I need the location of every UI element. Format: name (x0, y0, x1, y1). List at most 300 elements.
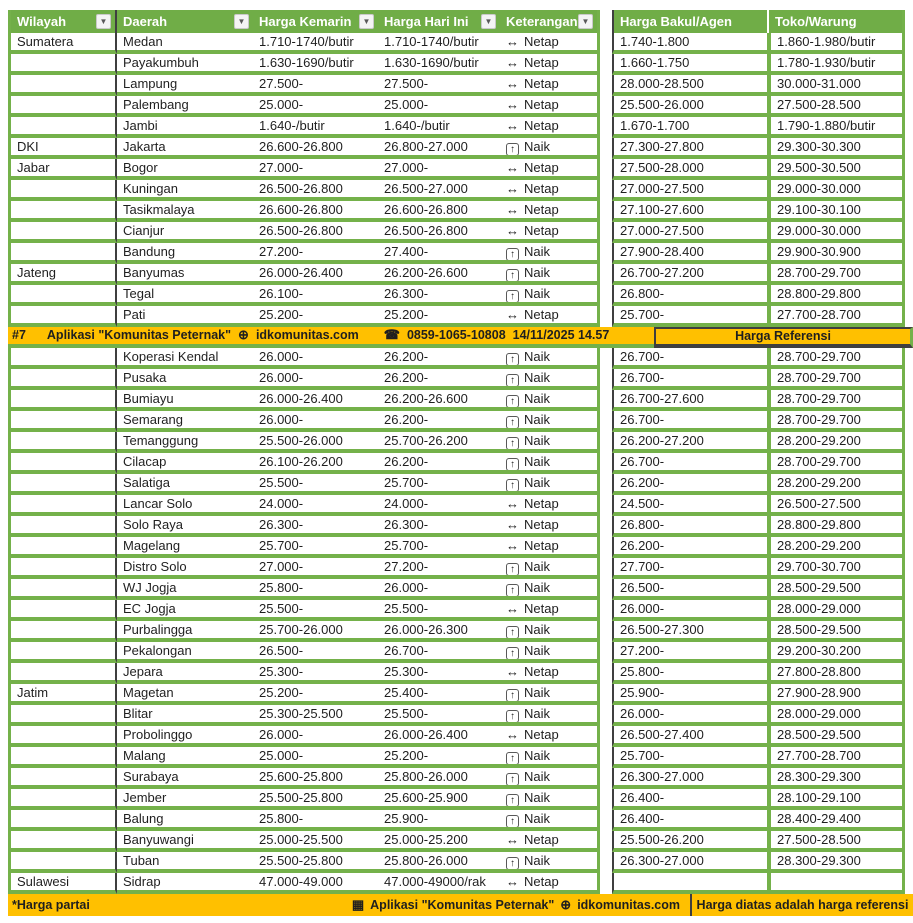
harga-hari-ini-cell[interactable]: 25.800-26.000 (378, 852, 500, 873)
wilayah-cell[interactable] (8, 642, 117, 663)
harga-hari-ini-cell[interactable]: 25.300- (378, 663, 500, 684)
harga-bakul-agen-cell[interactable]: 26.700-27.200 (612, 264, 767, 285)
harga-hari-ini-cell[interactable]: 27.500- (378, 75, 500, 96)
keterangan-cell[interactable] (500, 747, 600, 768)
daerah-cell[interactable]: Tasikmalaya (117, 201, 253, 222)
daerah-cell[interactable]: Cilacap (117, 453, 253, 474)
harga-referensi-cell[interactable]: Harga Referensi (656, 327, 913, 348)
harga-kemarin-cell[interactable]: 25.700- (253, 537, 378, 558)
harga-hari-ini-cell[interactable]: 26.500-26.800 (378, 222, 500, 243)
harga-hari-ini-cell[interactable]: 1.630-1690/butir (378, 54, 500, 75)
wilayah-cell[interactable]: Jateng (8, 264, 117, 285)
filter-dropdown-icon[interactable]: ▼ (578, 14, 593, 29)
daerah-cell[interactable]: Probolinggo (117, 726, 253, 747)
harga-hari-ini-cell[interactable]: 26.200-26.600 (378, 264, 500, 285)
toko-warung-cell[interactable]: 28.700-29.700 (767, 390, 905, 411)
harga-bakul-agen-cell[interactable]: 25.500-26.200 (612, 831, 767, 852)
harga-kemarin-cell[interactable]: 25.500-25.800 (253, 852, 378, 873)
harga-hari-ini-cell[interactable]: 1.710-1740/butir (378, 33, 500, 54)
harga-hari-ini-cell[interactable]: 25.000-25.200 (378, 831, 500, 852)
keterangan-cell[interactable] (500, 579, 600, 600)
wilayah-cell[interactable] (8, 474, 117, 495)
keterangan-cell[interactable] (500, 222, 600, 243)
daerah-cell[interactable]: Blitar (117, 705, 253, 726)
harga-hari-ini-cell[interactable]: 26.000-26.400 (378, 726, 500, 747)
keterangan-cell[interactable] (500, 201, 600, 222)
daerah-cell[interactable]: Palembang (117, 96, 253, 117)
daerah-cell[interactable]: Balung (117, 810, 253, 831)
harga-bakul-agen-cell[interactable]: 26.800- (612, 516, 767, 537)
daerah-cell[interactable]: Jepara (117, 663, 253, 684)
daerah-cell[interactable]: Salatiga (117, 474, 253, 495)
harga-bakul-agen-cell[interactable]: 25.900- (612, 684, 767, 705)
daerah-cell[interactable]: Surabaya (117, 768, 253, 789)
wilayah-cell[interactable] (8, 852, 117, 873)
keterangan-cell[interactable] (500, 474, 600, 495)
harga-hari-ini-cell[interactable]: 26.800-27.000 (378, 138, 500, 159)
banner-info-cell[interactable] (8, 327, 654, 348)
filter-dropdown-icon[interactable]: ▼ (481, 14, 496, 29)
keterangan-cell[interactable] (500, 348, 600, 369)
harga-hari-ini-cell[interactable]: 27.000- (378, 159, 500, 180)
toko-warung-cell[interactable]: 28.300-29.300 (767, 852, 905, 873)
table-row (8, 222, 913, 243)
wilayah-cell[interactable] (8, 516, 117, 537)
harga-hari-ini-cell[interactable]: 25.700- (378, 537, 500, 558)
daerah-cell[interactable]: Medan (117, 33, 253, 54)
toko-warung-cell[interactable]: 28.800-29.800 (767, 516, 905, 537)
harga-kemarin-cell[interactable]: 25.000-25.500 (253, 831, 378, 852)
harga-hari-ini-cell[interactable]: 25.500- (378, 705, 500, 726)
daerah-cell[interactable]: Tuban (117, 852, 253, 873)
banner-app-name: Aplikasi "Komunitas Peternak" (46, 327, 232, 342)
wilayah-cell[interactable] (8, 810, 117, 831)
toko-warung-cell[interactable]: 27.500-28.500 (767, 96, 905, 117)
harga-hari-ini-cell[interactable]: 25.800-26.000 (378, 768, 500, 789)
harga-bakul-agen-cell[interactable]: 25.700- (612, 306, 767, 327)
harga-bakul-agen-cell[interactable]: 26.700-27.600 (612, 390, 767, 411)
keterangan-cell[interactable] (500, 852, 600, 873)
harga-kemarin-cell[interactable]: 26.000- (253, 348, 378, 369)
wilayah-cell[interactable] (8, 621, 117, 642)
harga-kemarin-cell[interactable]: 27.000- (253, 159, 378, 180)
keterangan-cell[interactable] (500, 663, 600, 684)
toko-warung-cell[interactable]: 27.500-28.500 (767, 831, 905, 852)
column-header-wilayah[interactable] (8, 10, 117, 33)
keterangan-cell[interactable] (500, 390, 600, 411)
harga-hari-ini-cell[interactable]: 26.700- (378, 642, 500, 663)
keterangan-cell[interactable] (500, 684, 600, 705)
toko-warung-cell[interactable]: 28.500-29.500 (767, 621, 905, 642)
daerah-cell[interactable]: Pusaka (117, 369, 253, 390)
harga-hari-ini-cell[interactable]: 25.200- (378, 306, 500, 327)
toko-warung-cell[interactable]: 28.700-29.700 (767, 369, 905, 390)
wilayah-cell[interactable] (8, 306, 117, 327)
toko-warung-cell[interactable]: 1.780-1.930/butir (767, 54, 905, 75)
daerah-cell[interactable]: Magetan (117, 684, 253, 705)
daerah-cell[interactable]: Pekalongan (117, 642, 253, 663)
harga-bakul-agen-cell[interactable]: 26.200-27.200 (612, 432, 767, 453)
toko-warung-cell[interactable]: 27.900-28.900 (767, 684, 905, 705)
keterangan-cell[interactable] (500, 516, 600, 537)
harga-bakul-agen-cell[interactable]: 25.800- (612, 663, 767, 684)
harga-bakul-agen-cell[interactable]: 26.700- (612, 411, 767, 432)
harga-hari-ini-cell[interactable]: 27.200- (378, 558, 500, 579)
wilayah-cell[interactable]: DKI (8, 138, 117, 159)
harga-hari-ini-cell[interactable]: 25.700-26.200 (378, 432, 500, 453)
daerah-cell[interactable]: Sidrap (117, 873, 253, 894)
wilayah-cell[interactable] (8, 432, 117, 453)
toko-warung-cell[interactable]: 28.300-29.300 (767, 768, 905, 789)
harga-kemarin-cell[interactable]: 25.000- (253, 96, 378, 117)
harga-bakul-agen-cell[interactable]: 27.300-27.800 (612, 138, 767, 159)
daerah-cell[interactable]: Bandung (117, 243, 253, 264)
daerah-cell[interactable]: Cianjur (117, 222, 253, 243)
filter-dropdown-icon[interactable]: ▼ (96, 14, 111, 29)
harga-bakul-agen-cell[interactable]: 27.200- (612, 642, 767, 663)
wilayah-cell[interactable] (8, 453, 117, 474)
harga-bakul-agen-cell[interactable]: 28.000-28.500 (612, 75, 767, 96)
harga-kemarin-cell[interactable]: 25.800- (253, 579, 378, 600)
daerah-cell[interactable]: Tegal (117, 285, 253, 306)
daerah-cell[interactable]: Banyumas (117, 264, 253, 285)
keterangan-cell[interactable] (500, 621, 600, 642)
footer-note-cell[interactable] (8, 894, 690, 916)
keterangan-cell[interactable] (500, 306, 600, 327)
wilayah-cell[interactable] (8, 369, 117, 390)
daerah-cell[interactable]: Solo Raya (117, 516, 253, 537)
keterangan-cell[interactable] (500, 369, 600, 390)
harga-kemarin-cell[interactable]: 25.300- (253, 663, 378, 684)
daerah-cell[interactable]: Bogor (117, 159, 253, 180)
column-header-harga-kemarin[interactable] (253, 10, 378, 33)
keterangan-cell[interactable] (500, 768, 600, 789)
harga-bakul-agen-cell[interactable] (612, 873, 767, 894)
keterangan-cell[interactable] (500, 873, 600, 894)
keterangan-cell[interactable] (500, 33, 600, 54)
daerah-cell[interactable]: Koperasi Kendal (117, 348, 253, 369)
harga-bakul-agen-cell[interactable]: 26.500-27.300 (612, 621, 767, 642)
harga-kemarin-cell[interactable]: 26.500- (253, 642, 378, 663)
harga-hari-ini-cell[interactable]: 27.400- (378, 243, 500, 264)
daerah-cell[interactable]: Lampung (117, 75, 253, 96)
harga-hari-ini-cell[interactable]: 26.200- (378, 453, 500, 474)
harga-kemarin-cell[interactable]: 25.200- (253, 306, 378, 327)
globe-icon: ⊕ (238, 326, 249, 342)
column-header-keterangan[interactable] (500, 10, 600, 33)
harga-kemarin-cell[interactable]: 25.300-25.500 (253, 705, 378, 726)
toko-warung-cell[interactable]: 28.000-29.000 (767, 600, 905, 621)
keterangan-cell[interactable] (500, 75, 600, 96)
harga-hari-ini-cell[interactable]: 25.400- (378, 684, 500, 705)
harga-kemarin-cell[interactable]: 24.000- (253, 495, 378, 516)
harga-kemarin-cell[interactable]: 26.500-26.800 (253, 222, 378, 243)
wilayah-cell[interactable] (8, 54, 117, 75)
toko-warung-cell[interactable]: 28.200-29.200 (767, 537, 905, 558)
harga-kemarin-cell[interactable]: 25.000- (253, 747, 378, 768)
toko-warung-cell[interactable]: 29.500-30.500 (767, 159, 905, 180)
harga-bakul-agen-cell[interactable]: 26.700- (612, 453, 767, 474)
daerah-cell[interactable]: Lancar Solo (117, 495, 253, 516)
daerah-cell[interactable]: Pati (117, 306, 253, 327)
toko-warung-cell[interactable]: 28.200-29.200 (767, 432, 905, 453)
toko-warung-cell[interactable]: 29.900-30.900 (767, 243, 905, 264)
wilayah-cell[interactable] (8, 285, 117, 306)
wilayah-cell[interactable]: Sumatera (8, 33, 117, 54)
wilayah-cell[interactable] (8, 495, 117, 516)
harga-kemarin-cell[interactable]: 26.000- (253, 411, 378, 432)
harga-kemarin-cell[interactable]: 27.500- (253, 75, 378, 96)
harga-kemarin-cell[interactable]: 27.000- (253, 558, 378, 579)
wilayah-cell[interactable] (8, 579, 117, 600)
column-header-harga-bakul-agen[interactable] (612, 10, 767, 33)
harga-bakul-agen-cell[interactable]: 27.900-28.400 (612, 243, 767, 264)
harga-hari-ini-cell[interactable]: 25.200- (378, 747, 500, 768)
harga-bakul-agen-cell[interactable]: 27.100-27.600 (612, 201, 767, 222)
toko-warung-cell[interactable]: 30.000-31.000 (767, 75, 905, 96)
daerah-cell[interactable]: Distro Solo (117, 558, 253, 579)
harga-kemarin-cell[interactable]: 25.800- (253, 810, 378, 831)
daerah-cell[interactable]: Kuningan (117, 180, 253, 201)
daerah-cell[interactable]: Jakarta (117, 138, 253, 159)
toko-warung-cell[interactable]: 28.500-29.500 (767, 726, 905, 747)
harga-hari-ini-cell[interactable]: 25.900- (378, 810, 500, 831)
wilayah-cell[interactable] (8, 705, 117, 726)
wilayah-cell[interactable] (8, 96, 117, 117)
harga-bakul-agen-cell[interactable]: 1.660-1.750 (612, 54, 767, 75)
keterangan-cell[interactable] (500, 453, 600, 474)
keterangan-cell[interactable] (500, 600, 600, 621)
footer-reference-note[interactable]: Harga diatas adalah harga referensi (692, 894, 913, 916)
keterangan-cell[interactable] (500, 117, 600, 138)
keterangan-cell[interactable] (500, 810, 600, 831)
harga-kemarin-cell[interactable]: 26.000- (253, 726, 378, 747)
harga-kemarin-cell[interactable]: 26.600-26.800 (253, 201, 378, 222)
harga-hari-ini-cell[interactable]: 25.700- (378, 474, 500, 495)
harga-kemarin-cell[interactable]: 26.000- (253, 369, 378, 390)
wilayah-cell[interactable] (8, 411, 117, 432)
column-header-harga-hari-ini[interactable] (378, 10, 500, 33)
toko-warung-cell[interactable]: 28.700-29.700 (767, 453, 905, 474)
toko-warung-cell[interactable]: 1.790-1.880/butir (767, 117, 905, 138)
harga-kemarin-cell[interactable]: 26.600-26.800 (253, 138, 378, 159)
keterangan-cell[interactable] (500, 558, 600, 579)
keterangan-cell[interactable] (500, 243, 600, 264)
keterangan-cell[interactable] (500, 537, 600, 558)
keterangan-cell[interactable] (500, 411, 600, 432)
wilayah-cell[interactable] (8, 117, 117, 138)
wilayah-cell[interactable] (8, 768, 117, 789)
wilayah-cell[interactable] (8, 747, 117, 768)
keterangan-cell[interactable] (500, 138, 600, 159)
harga-bakul-agen-cell[interactable]: 26.300-27.000 (612, 768, 767, 789)
daerah-cell[interactable]: EC Jogja (117, 600, 253, 621)
harga-hari-ini-cell[interactable]: 47.000-49000/rak (378, 873, 500, 894)
harga-hari-ini-cell[interactable]: 25.600-25.900 (378, 789, 500, 810)
wilayah-cell[interactable] (8, 180, 117, 201)
harga-bakul-agen-cell[interactable]: 25.700- (612, 747, 767, 768)
wilayah-cell[interactable] (8, 663, 117, 684)
toko-warung-cell[interactable]: 28.700-29.700 (767, 264, 905, 285)
keterangan-cell[interactable] (500, 264, 600, 285)
harga-bakul-agen-cell[interactable]: 26.300-27.000 (612, 852, 767, 873)
wilayah-cell[interactable] (8, 537, 117, 558)
harga-kemarin-cell[interactable]: 25.500- (253, 600, 378, 621)
harga-bakul-agen-cell[interactable]: 26.500-27.400 (612, 726, 767, 747)
filter-dropdown-icon[interactable]: ▼ (234, 14, 249, 29)
toko-warung-cell[interactable]: 28.100-29.100 (767, 789, 905, 810)
harga-kemarin-cell[interactable]: 27.200- (253, 243, 378, 264)
harga-bakul-agen-cell[interactable]: 27.000-27.500 (612, 180, 767, 201)
wilayah-cell[interactable] (8, 600, 117, 621)
keterangan-cell[interactable] (500, 285, 600, 306)
keterangan-cell[interactable] (500, 705, 600, 726)
harga-bakul-agen-cell[interactable]: 26.700- (612, 348, 767, 369)
daerah-cell[interactable]: Banyuwangi (117, 831, 253, 852)
harga-kemarin-cell[interactable]: 1.640-/butir (253, 117, 378, 138)
toko-warung-cell[interactable]: 29.200-30.200 (767, 642, 905, 663)
harga-bakul-agen-cell[interactable]: 26.700- (612, 369, 767, 390)
wilayah-cell[interactable] (8, 831, 117, 852)
wilayah-cell[interactable] (8, 789, 117, 810)
toko-warung-cell[interactable]: 28.400-29.400 (767, 810, 905, 831)
column-header-toko-warung[interactable] (767, 10, 905, 33)
toko-warung-cell[interactable]: 29.300-30.300 (767, 138, 905, 159)
harga-bakul-agen-cell[interactable]: 27.500-28.000 (612, 159, 767, 180)
harga-bakul-agen-cell[interactable]: 26.800- (612, 285, 767, 306)
daerah-cell[interactable]: WJ Jogja (117, 579, 253, 600)
toko-warung-cell[interactable]: 29.100-30.100 (767, 201, 905, 222)
daerah-cell[interactable]: Semarang (117, 411, 253, 432)
daerah-cell[interactable]: Purbalingga (117, 621, 253, 642)
toko-warung-cell[interactable]: 1.860-1.980/butir (767, 33, 905, 54)
harga-bakul-agen-cell[interactable]: 26.200- (612, 474, 767, 495)
wilayah-cell[interactable] (8, 201, 117, 222)
filter-dropdown-icon[interactable]: ▼ (359, 14, 374, 29)
wilayah-cell[interactable] (8, 243, 117, 264)
harga-hari-ini-cell[interactable]: 26.200- (378, 411, 500, 432)
toko-warung-cell[interactable]: 27.800-28.800 (767, 663, 905, 684)
daerah-cell[interactable]: Temanggung (117, 432, 253, 453)
harga-kemarin-cell[interactable]: 26.100-26.200 (253, 453, 378, 474)
wilayah-cell[interactable] (8, 348, 117, 369)
toko-warung-cell[interactable]: 28.700-29.700 (767, 348, 905, 369)
harga-bakul-agen-cell[interactable]: 27.000-27.500 (612, 222, 767, 243)
harga-hari-ini-cell[interactable]: 26.600-26.800 (378, 201, 500, 222)
daerah-cell[interactable]: Bumiayu (117, 390, 253, 411)
daerah-cell[interactable]: Jember (117, 789, 253, 810)
harga-hari-ini-cell[interactable]: 25.500- (378, 600, 500, 621)
harga-kemarin-cell[interactable]: 25.600-25.800 (253, 768, 378, 789)
harga-hari-ini-cell[interactable]: 1.640-/butir (378, 117, 500, 138)
harga-hari-ini-cell[interactable]: 26.300- (378, 285, 500, 306)
harga-kemarin-cell[interactable]: 25.500- (253, 474, 378, 495)
harga-hari-ini-cell[interactable]: 26.000- (378, 579, 500, 600)
toko-warung-cell[interactable]: 28.700-29.700 (767, 411, 905, 432)
harga-kemarin-cell[interactable]: 25.500-25.800 (253, 789, 378, 810)
toko-warung-cell[interactable]: 27.700-28.700 (767, 747, 905, 768)
toko-warung-cell[interactable]: 27.700-28.700 (767, 306, 905, 327)
column-header-daerah[interactable] (117, 10, 253, 33)
keterangan-cell[interactable] (500, 180, 600, 201)
keterangan-cell[interactable] (500, 495, 600, 516)
harga-kemarin-cell[interactable]: 25.700-26.000 (253, 621, 378, 642)
wilayah-cell[interactable]: Sulawesi (8, 873, 117, 894)
toko-warung-cell[interactable]: 28.500-29.500 (767, 579, 905, 600)
toko-warung-cell[interactable]: 29.000-30.000 (767, 180, 905, 201)
harga-bakul-agen-cell[interactable]: 1.670-1.700 (612, 117, 767, 138)
harga-hari-ini-cell[interactable]: 24.000- (378, 495, 500, 516)
harga-kemarin-cell[interactable]: 25.500-26.000 (253, 432, 378, 453)
column-spacer (600, 831, 612, 852)
harga-kemarin-cell[interactable]: 47.000-49.000 (253, 873, 378, 894)
harga-bakul-agen-cell[interactable]: 26.500- (612, 579, 767, 600)
daerah-cell[interactable]: Magelang (117, 537, 253, 558)
harga-kemarin-cell[interactable]: 25.200- (253, 684, 378, 705)
harga-hari-ini-cell[interactable]: 25.000- (378, 96, 500, 117)
keterangan-cell[interactable] (500, 726, 600, 747)
harga-kemarin-cell[interactable]: 1.710-1740/butir (253, 33, 378, 54)
harga-kemarin-cell[interactable]: 1.630-1690/butir (253, 54, 378, 75)
wilayah-cell[interactable]: Jatim (8, 684, 117, 705)
keterangan-cell[interactable] (500, 96, 600, 117)
harga-hari-ini-cell[interactable]: 26.200-26.600 (378, 390, 500, 411)
wilayah-cell[interactable] (8, 390, 117, 411)
harga-hari-ini-cell[interactable]: 26.300- (378, 516, 500, 537)
harga-kemarin-cell[interactable]: 26.500-26.800 (253, 180, 378, 201)
harga-hari-ini-cell[interactable]: 26.200- (378, 348, 500, 369)
keterangan-cell[interactable] (500, 831, 600, 852)
harga-hari-ini-cell[interactable]: 26.200- (378, 369, 500, 390)
harga-bakul-agen-cell[interactable]: 26.400- (612, 789, 767, 810)
harga-bakul-agen-cell[interactable]: 25.500-26.000 (612, 96, 767, 117)
toko-warung-cell[interactable]: 28.800-29.800 (767, 285, 905, 306)
wilayah-cell[interactable] (8, 726, 117, 747)
harga-bakul-agen-cell[interactable]: 27.700- (612, 558, 767, 579)
harga-bakul-agen-cell[interactable]: 26.000- (612, 600, 767, 621)
keterangan-cell[interactable] (500, 159, 600, 180)
harga-kemarin-cell[interactable]: 26.100- (253, 285, 378, 306)
keterangan-cell[interactable] (500, 54, 600, 75)
harga-bakul-agen-cell[interactable]: 26.200- (612, 537, 767, 558)
harga-bakul-agen-cell[interactable]: 1.740-1.800 (612, 33, 767, 54)
harga-kemarin-cell[interactable]: 26.300- (253, 516, 378, 537)
keterangan-cell[interactable] (500, 432, 600, 453)
keterangan-cell[interactable] (500, 642, 600, 663)
toko-warung-cell[interactable]: 29.700-30.700 (767, 558, 905, 579)
daerah-cell[interactable]: Malang (117, 747, 253, 768)
harga-hari-ini-cell[interactable]: 26.000-26.300 (378, 621, 500, 642)
wilayah-cell[interactable] (8, 222, 117, 243)
wilayah-cell[interactable]: Jabar (8, 159, 117, 180)
wilayah-cell[interactable] (8, 558, 117, 579)
toko-warung-cell[interactable] (767, 873, 905, 894)
harga-bakul-agen-cell[interactable]: 26.000- (612, 705, 767, 726)
toko-warung-cell[interactable]: 29.000-30.000 (767, 222, 905, 243)
keterangan-cell[interactable] (500, 789, 600, 810)
daerah-cell[interactable]: Jambi (117, 117, 253, 138)
harga-hari-ini-cell[interactable]: 26.500-27.000 (378, 180, 500, 201)
harga-bakul-agen-cell[interactable]: 24.500- (612, 495, 767, 516)
daerah-cell[interactable]: Payakumbuh (117, 54, 253, 75)
toko-warung-cell[interactable]: 26.500-27.500 (767, 495, 905, 516)
wilayah-cell[interactable] (8, 75, 117, 96)
harga-kemarin-cell[interactable]: 26.000-26.400 (253, 264, 378, 285)
toko-warung-cell[interactable]: 28.000-29.000 (767, 705, 905, 726)
harga-bakul-agen-cell[interactable]: 26.400- (612, 810, 767, 831)
toko-warung-cell[interactable]: 28.200-29.200 (767, 474, 905, 495)
harga-kemarin-cell[interactable]: 26.000-26.400 (253, 390, 378, 411)
